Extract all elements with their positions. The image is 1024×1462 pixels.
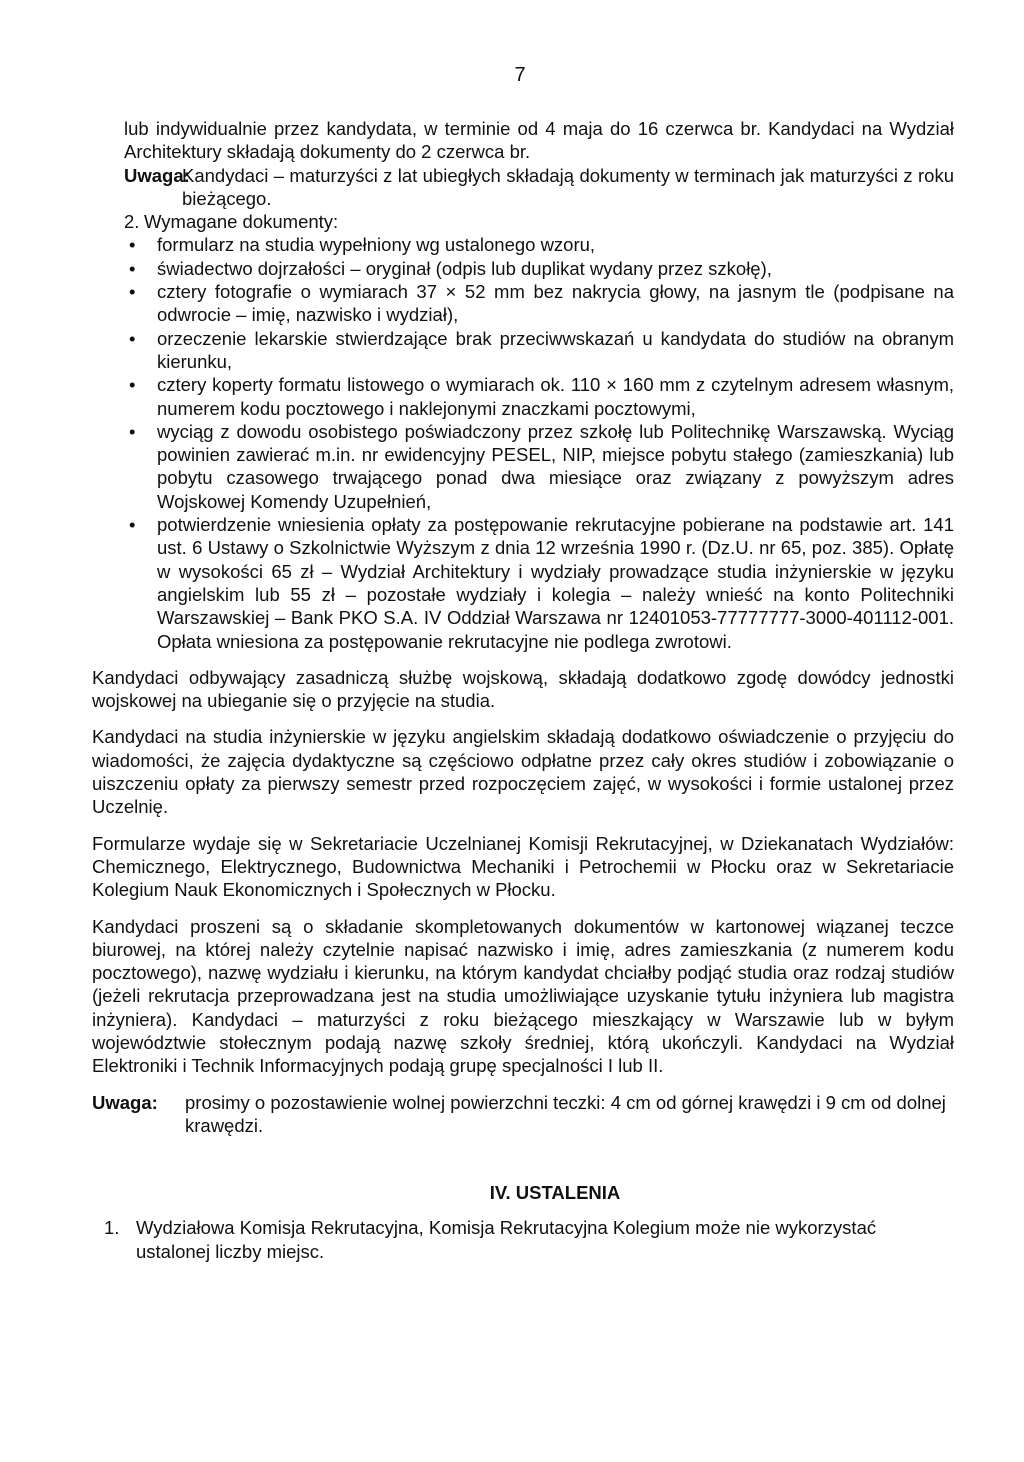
note-label: Uwaga: — [92, 1091, 158, 1113]
note-label: Uwaga: — [124, 164, 190, 186]
bullet-icon: • — [129, 327, 136, 349]
section-2-title: Wymagane dokumenty: — [144, 211, 339, 233]
note-text: Kandydaci – maturzyści z lat ubiegłych składają dokumenty w terminach jak maturzyści z roku bieżącego. — [182, 164, 954, 209]
list-item — [129, 420, 954, 513]
bullet-icon: • — [129, 514, 136, 536]
list-item-text: formularz na studia wypełniony wg ustalonego wzoru, — [157, 234, 596, 256]
section-4-heading: IV. USTALENIA — [489, 1182, 621, 1204]
list-item-text: wyciąg z dowodu osobistego poświadczony przez szkołę lub Politechnikę Warszawską. Wyciąg powinien zawierać m.in. nr ewidencyjny PESEL, NIP, miejsce pobytu stałego (zamieszkania) lub pobytu czasowego trwającego ponad dwa miesiące oraz związany z powyższym adres Wojskowej Komendy Uzupełnień, — [157, 420, 954, 512]
list-item — [129, 257, 954, 280]
note-block — [124, 164, 954, 211]
bullet-icon: • — [129, 420, 136, 442]
list-item-text: świadectwo dojrzałości – oryginał (odpis lub duplikat wydany przez szkołę), — [157, 257, 772, 279]
section-2-heading — [124, 210, 954, 233]
bullet-icon: • — [129, 374, 136, 396]
list-item-text: cztery fotografie o wymiarach 37 × 52 mm bez nakrycia głowy, na jasnym tle (podpisane na odwrocie – imię, nazwisko i wydział), — [157, 281, 954, 326]
item-text: Wydziałowa Komisja Rekrutacyjna, Komisja Rekrutacyjna Kolegium może nie wykorzystać ustalonej liczby miejsc. — [136, 1217, 877, 1262]
list-item — [129, 280, 954, 327]
bullet-icon: • — [129, 281, 136, 303]
intro-paragraph: lub indywidualnie przez kandydata, w terminie od 4 maja do 16 czerwca br. Kandydaci na Wydział Architektury składają dokumenty do 2 czerwca br. — [124, 118, 954, 163]
note-block-folder — [92, 1091, 954, 1138]
list-item-text: orzeczenie lekarskie stwierdzające brak przeciwwskazań u kandydata do studiów na obranym kierunku, — [157, 327, 954, 372]
bullet-icon: • — [129, 257, 136, 279]
numbered-item — [104, 1216, 954, 1263]
item-number: 1. — [104, 1217, 120, 1239]
list-item-text: potwierdzenie wniesienia opłaty za postępowanie rekrutacyjne pobierane na podstawie art. 141 ust. 6 Ustawy o Szkolnictwie Wyższym z dnia 12 września 1990 r. (Dz.U. nr 65, poz. 385). Opłatę w wysokości 65 zł – Wydział Architektury i wydziały prowadzące studia inżynierskie w języku angielskim lub 55 zł – pozostałe wydziały i kolegia – należy wnieść na konto Politechniki Warszawskiej – Bank PKO S.A. IV Oddział Warszawa nr 12401053-77777777-3000-401112-001. Opłata wniesiona za postępowanie rekrutacyjne nie podlega zwrotowi. — [157, 514, 954, 652]
required-documents-list — [129, 233, 954, 652]
paragraph-military: Kandydaci odbywający zasadniczą służbę wojskową, składają dodatkowo zgodę dowódcy jednostki wojskowej na ubieganie się o przyjęcie na studia. — [92, 666, 954, 712]
paragraph-forms: Formularze wydaje się w Sekretariacie Uczelnianej Komisji Rekrutacyjnej, w Dziekanatach Wydziałów: Chemicznego, Elektrycznego, Budownictwa Mechaniki i Petrochemii w Płocku oraz w Sekretariacie Kolegium Nauk Ekonomicznych i Społecznych w Płocku. — [92, 832, 954, 901]
list-item-text: cztery koperty formatu listowego o wymiarach ok. 110 × 160 mm z czytelnym adresem własnym, numerem kodu pocztowego i naklejonymi znaczkami pocztowymi, — [157, 374, 954, 419]
list-item — [129, 327, 954, 374]
list-item — [129, 513, 954, 653]
paragraph-english-studies: Kandydaci na studia inżynierskie w języku angielskim składają dodatkowo oświadczenie o przyjęciu do wiadomości, że zajęcia dydaktyczne są częściowo odpłatne przez cały okres studiów i zobowiązanie o uiszczeniu opłaty za pierwszy semestr przed rozpoczęciem zajęć, w wysokości i formie ustalonej przez Uczelnię. — [92, 726, 954, 818]
paragraph-folder: Kandydaci proszeni są o składanie skompletowanych dokumentów w kartonowej wiązanej teczce biurowej, na której należy czytelnie napisać nazwisko i imię, adres zamieszkania (z numerem kodu pocztowego), nazwę wydziału i kierunku, na którym kandydat chciałby podjąć studia oraz rodzaj studiów (jeżeli rekrutacja przeprowadzana jest na studia umożliwiające uzyskanie tytułu inżyniera lub magistra inżyniera). Kandydaci – maturzyści z roku bieżącego mieszkający w Warszawie lub w byłym województwie stołecznym podają nazwę szkoły średniej, którą ukończyli. Kandydaci na Wydział Elektroniki i Technik Informacyjnych podają grupę specjalności I lub II. — [92, 915, 954, 1077]
document-body — [92, 117, 954, 1263]
page-number: 7 — [514, 64, 526, 86]
list-item — [129, 373, 954, 420]
bullet-icon: • — [129, 234, 136, 256]
note-text: prosimy o pozostawienie wolnej powierzchni teczki: 4 cm od górnej krawędzi i 9 cm od dolnej krawędzi. — [185, 1091, 946, 1136]
list-item — [129, 233, 954, 256]
section-2-number: 2. — [124, 211, 140, 233]
